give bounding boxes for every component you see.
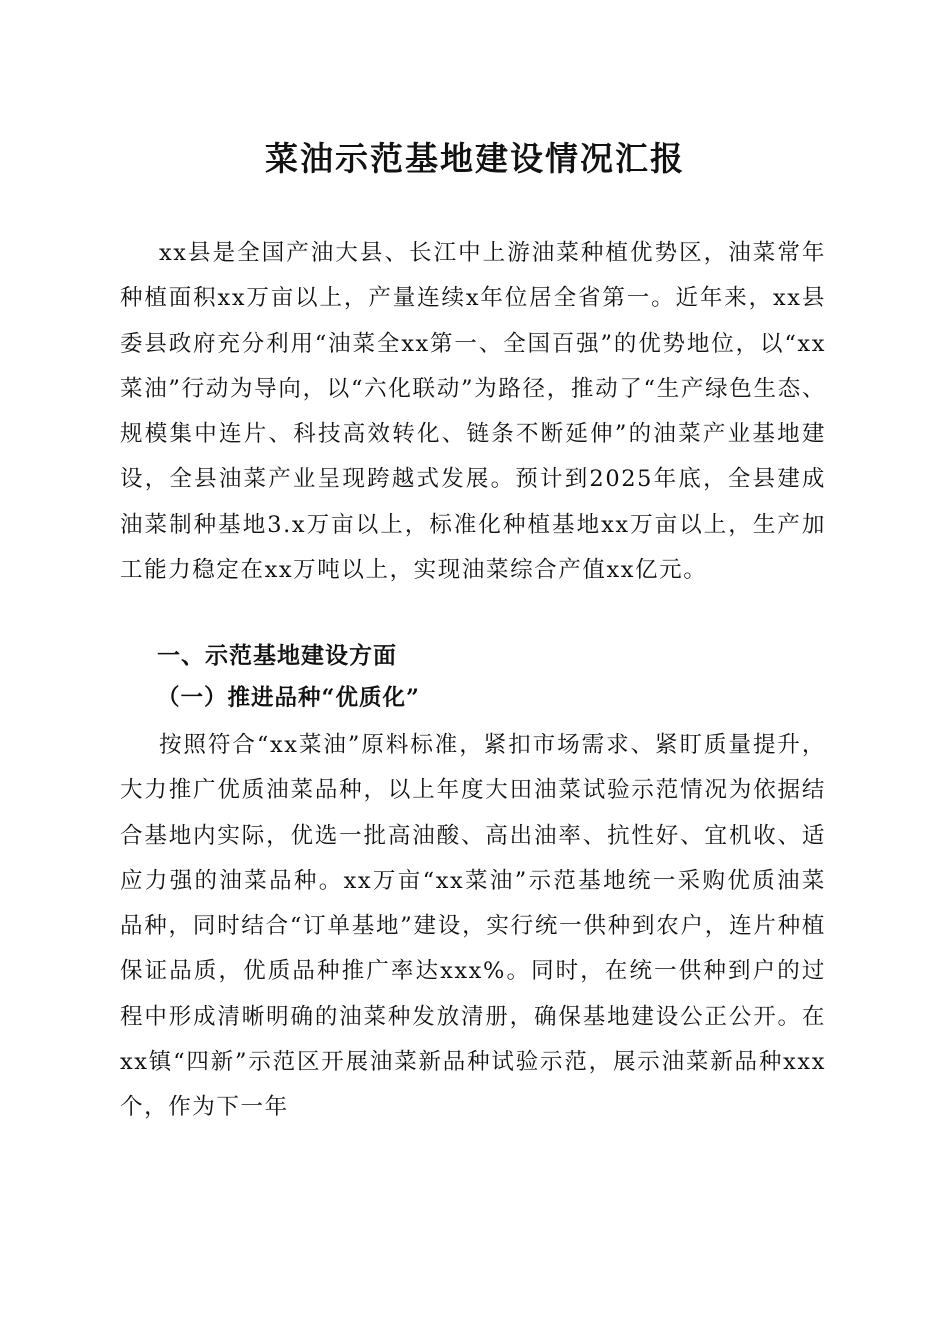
section-paragraph: 按照符合“xx菜油”原料标准，紧扣市场需求、紧盯质量提升，大力推广优质油菜品种，以上年度大田油菜试验示范情况为依据结合基地内实际，优选一批高油酸、高出油率、抗性好、宜机收、适应力强的油菜品种。xx万亩“xx菜油”示范基地统一采购优质油菜品种，同时结合“订单基地”建设，实行统一供种到农户，连片种植保证品质，优质品种推广率达xxx%。同时，在统一供种到户的过程中形成清晰明确的油菜种发放清册，确保基地建设公正公开。在xx镇“四新”示范区开展油菜新品种试验示范，展示油菜新品种xxx个，作为下一年 xyxy=(120,732,826,1121)
section-heading: 一、示范基地建设方面 xyxy=(157,643,397,669)
intro-paragraph: xx县是全国产油大县、长江中上游油菜种植优势区，油菜常年种植面积xx万亩以上，产量连续x年位居全省第一。近年来，xx县委县政府充分利用“油菜全xx第一、全国百强”的优势地位，以“xx菜油”行动为导向，以“六化联动”为路径，推动了“生产绿色生态、规模集中连片、科技高效转化、链条不断延伸”的油菜产业基地建设，全县油菜产业呈现跨越式发展。预计到2025年底，全县建成油菜制种基地3.x万亩以上，标准化种植基地xx万亩以上，生产加工能力稳定在xx万吨以上，实现油菜综合产值xx亿元。 xyxy=(120,240,826,584)
subsection-heading: （一）推进品种“优质化” xyxy=(157,685,420,711)
document-title: 菜油示范基地建设情况汇报 xyxy=(265,139,685,178)
